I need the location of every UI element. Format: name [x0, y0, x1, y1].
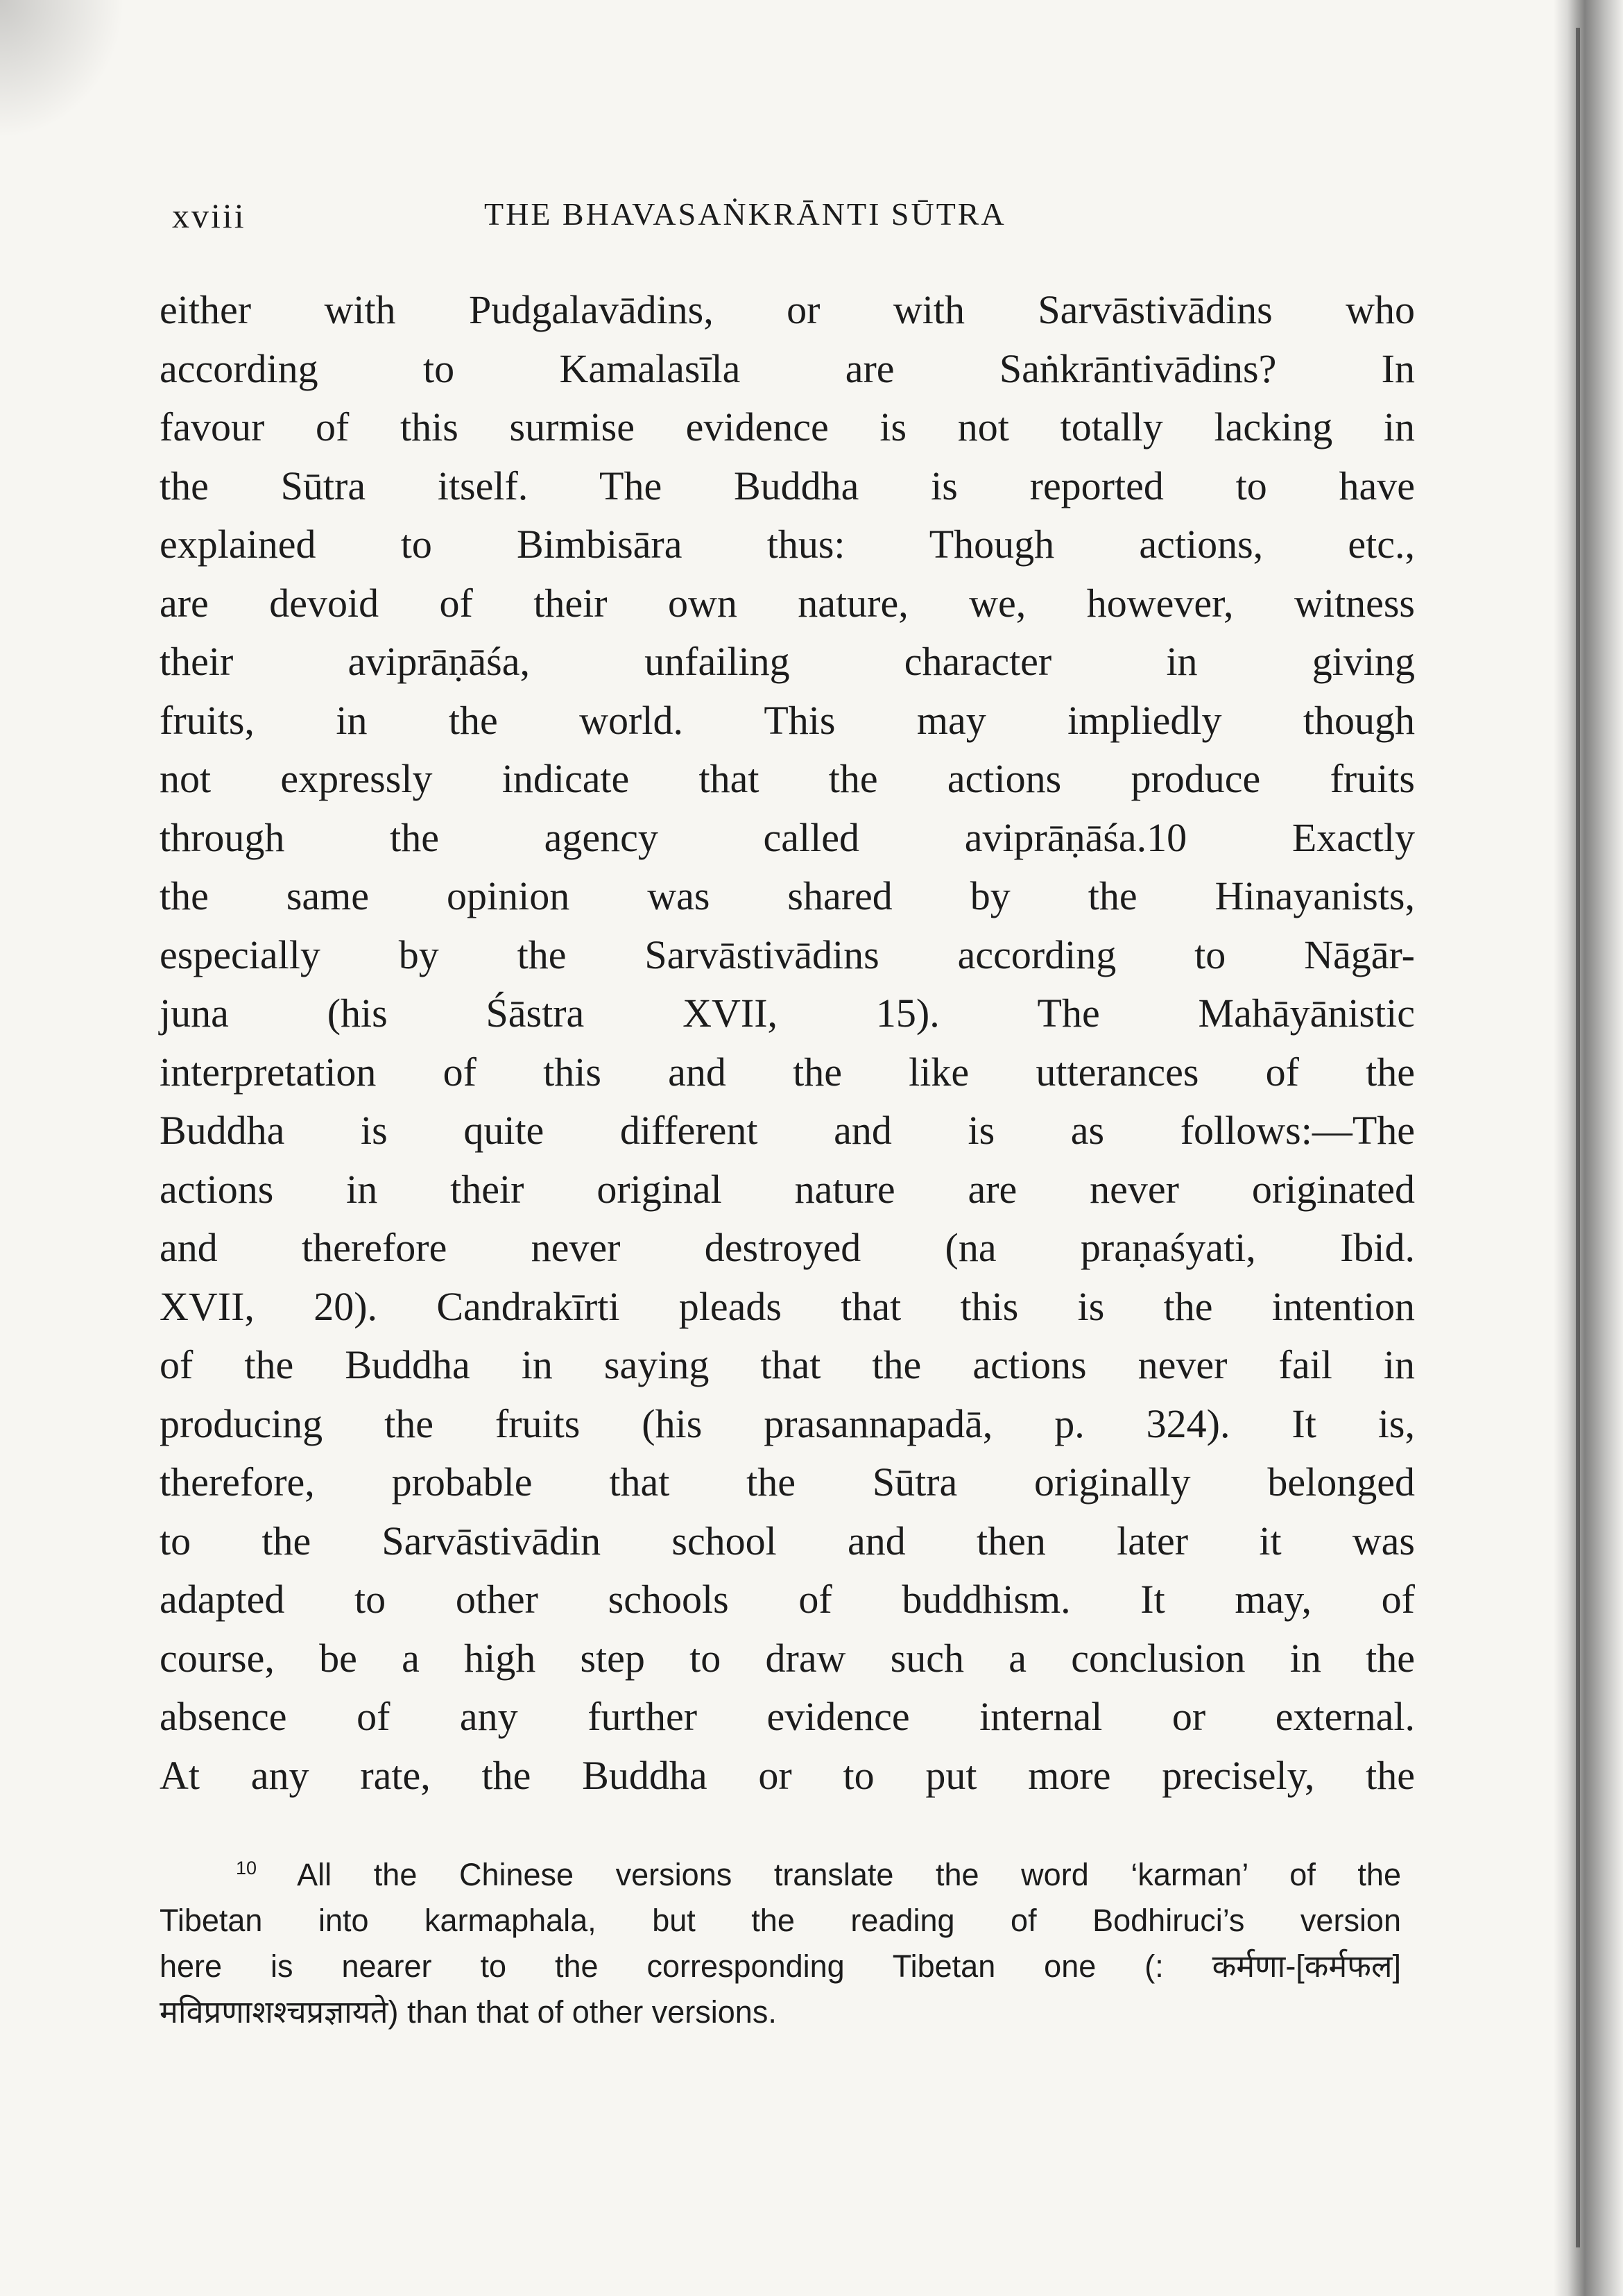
body-line: according to Kamalasīla are Saṅkrāntivādins? In [160, 345, 1415, 391]
body-line: the same opinion was shared by the Hinayanists, [160, 873, 1415, 918]
body-line: juna (his Śāstra XVII, 15). The Mahāyānistic [160, 991, 1415, 1036]
body-line: producing the fruits (his prasannapadā, p. 324). It is, [160, 1400, 1415, 1446]
running-title: THE BHAVASAṄKRĀNTI SŪTRA [484, 196, 1006, 232]
page-number: xviii [172, 196, 246, 235]
body-text [160, 281, 1415, 1805]
body-line: the Sūtra itself. The Buddha is reported to have [160, 463, 1415, 508]
body-line: to the Sarvāstivādin school and then later it was [160, 1518, 1415, 1563]
footnote-text: मविप्रणाशश्चप्रज्ञायते) than that of other versions. [160, 1994, 777, 2030]
body-line: therefore, probable that the Sūtra originally belonged [160, 1459, 1415, 1505]
body-line: their aviprāṇāśa, unfailing character in giving [160, 639, 1415, 684]
body-line: course, be a high step to draw such a conclusion in the [160, 1635, 1415, 1681]
body-line: either with Pudgalavādins, or with Sarvāstivādins who [160, 287, 1415, 332]
body-line: through the agency called aviprāṇāśa.10 Exactly [160, 814, 1415, 860]
footnote-line [160, 1989, 1401, 2035]
body-line: At any rate, the Buddha or to put more precisely, the [160, 1752, 1415, 1798]
body-line: especially by the Sarvāstivādins according to Nāgār- [160, 932, 1415, 977]
binding-gutter-shadow [1554, 0, 1623, 2296]
body-line: fruits, in the world. This may impliedly though [160, 697, 1415, 743]
body-line: are devoid of their own nature, we, however, witness [160, 580, 1415, 626]
body-line: actions in their original nature are never originated [160, 1166, 1415, 1212]
body-line: adapted to other schools of buddhism. It may, of [160, 1577, 1415, 1622]
footnote-text: Tibetan into karmaphala, but the reading of Bodhiruci’s version [160, 1903, 1401, 1938]
body-line: absence of any further evidence internal or external. [160, 1694, 1415, 1739]
footnote-line [160, 1852, 1401, 1898]
footnote-text: All the Chinese versions translate the word ‘karman’ of the [297, 1857, 1401, 1892]
binding-edge-line [1576, 28, 1580, 2247]
body-line: Buddha is quite different and is as follows:—The [160, 1108, 1415, 1153]
scan-noise [0, 0, 125, 139]
footnote-text: here is nearer to the corresponding Tibetan one (: कर्मणा-[कर्मफल] [160, 1948, 1401, 1984]
body-line: favour of this surmise evidence is not totally lacking in [160, 404, 1415, 449]
body-line: interpretation of this and the like utterances of the [160, 1049, 1415, 1095]
body-line: XVII, 20). Candrakīrti pleads that this is the intention [160, 1283, 1415, 1329]
body-line: and therefore never destroyed (na praṇaśyati, Ibid. [160, 1225, 1415, 1270]
footnote-line [160, 1898, 1401, 1944]
body-line: explained to Bimbisāra thus: Though actions, etc., [160, 522, 1415, 567]
body-line: of the Buddha in saying that the actions never fail in [160, 1342, 1415, 1387]
footnote-line [160, 1944, 1401, 1989]
body-line: not expressly indicate that the actions produce fruits [160, 756, 1415, 801]
footnote [160, 1852, 1401, 2035]
running-head [172, 196, 1407, 244]
footnote-number: 10 [236, 1858, 257, 1878]
